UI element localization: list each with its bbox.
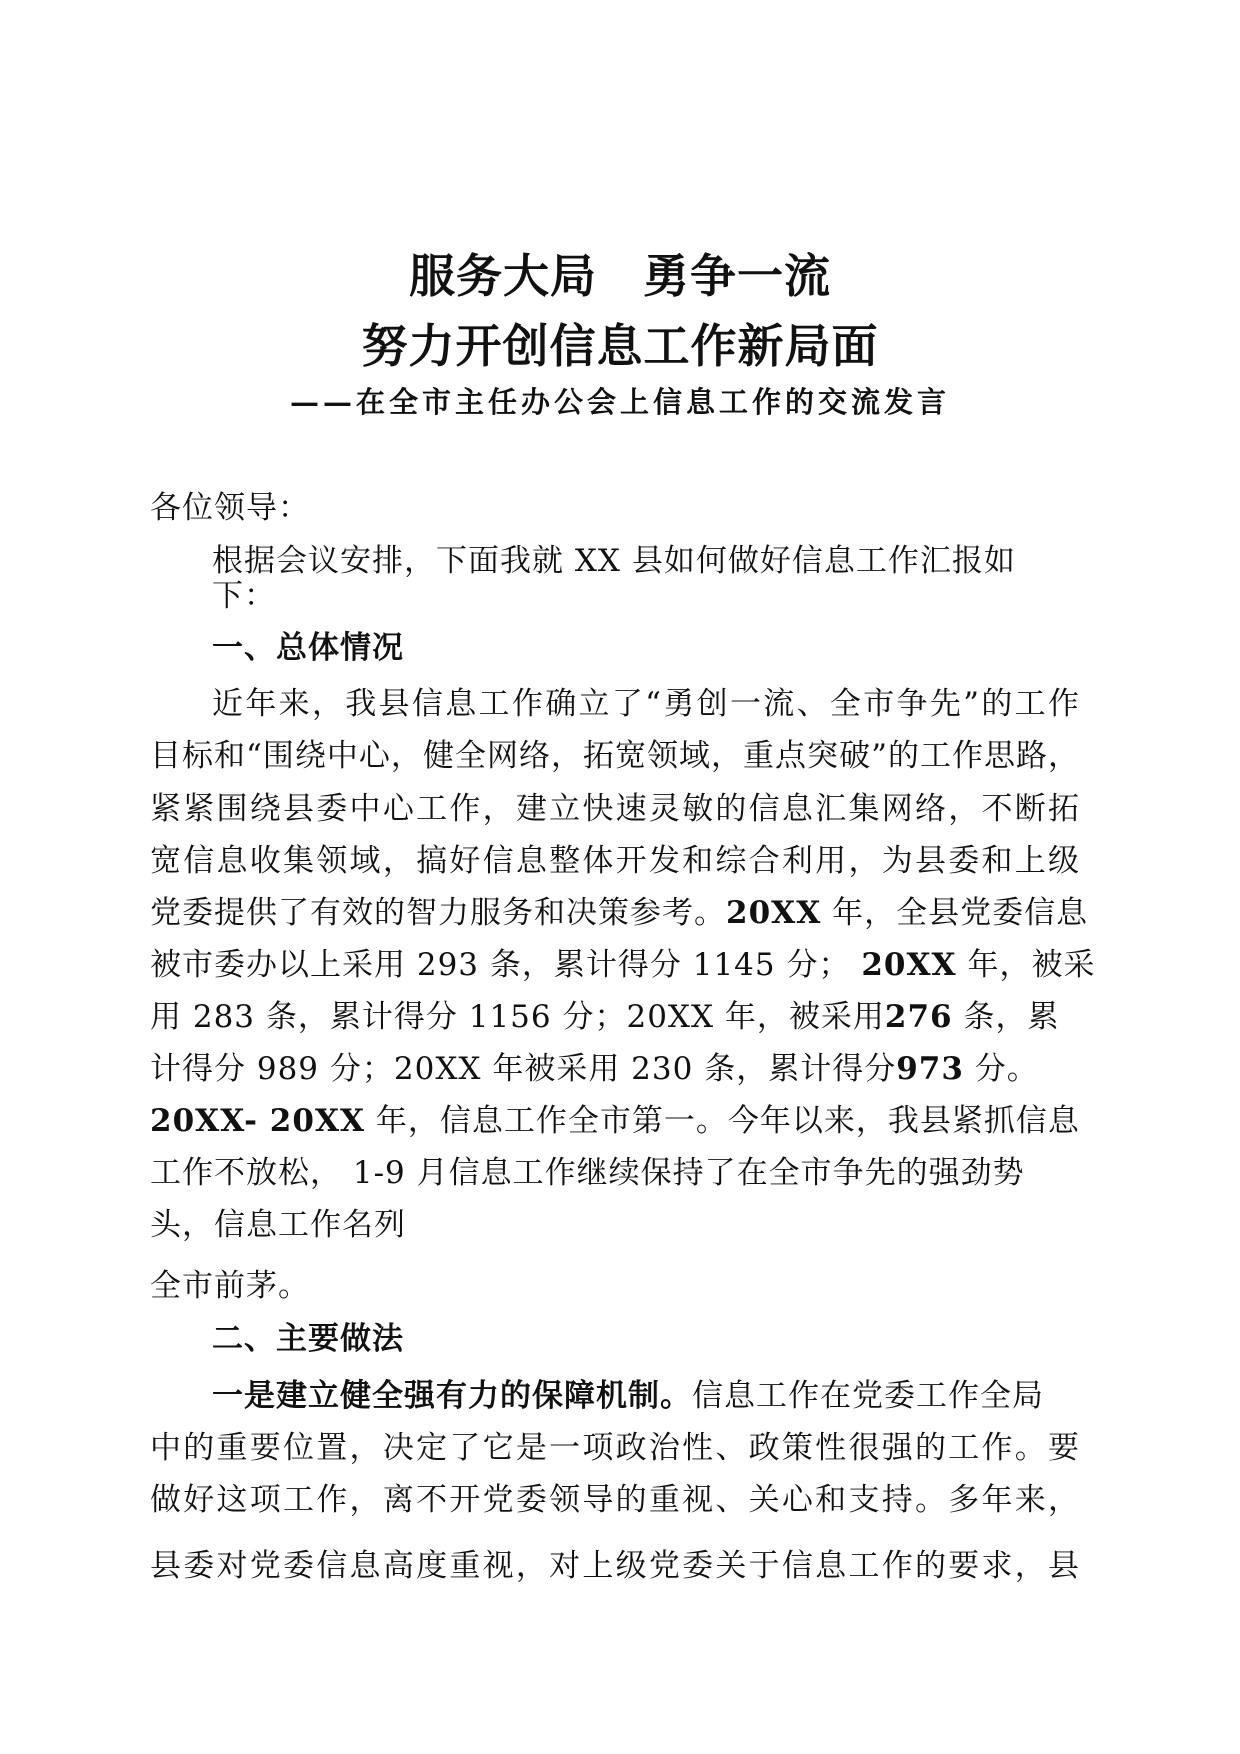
paragraph-line: 计得分 989 分；20XX 年被采用 230 条，累计得分973 分。 [150, 1051, 1039, 1087]
paragraph-line: 党委提供了有效的智力服务和决策参考。20XX 年，全县党委信息 [150, 895, 1089, 931]
paragraph-line: 目标和“围绕中心，健全网络，拓宽领域，重点突破”的工作思路， [150, 738, 1080, 774]
title-part1: 服务大局 [409, 249, 597, 303]
paragraph-line: 做好这项工作，离不开党委领导的重视、关心和支持。多年来， [150, 1482, 1080, 1518]
lead-phrase: 一是建立健全强有力的保障机制。 [212, 1378, 692, 1414]
intro-line-1: 根据会议安排，下面我就 XX 县如何做好信息工作汇报如 [212, 543, 1016, 579]
paragraph-line: 宽信息收集领域，搞好信息整体开发和综合利用，为县委和上级 [150, 843, 1080, 879]
paragraph-line: 一是建立健全强有力的保障机制。信息工作在党委工作全局 [212, 1378, 1044, 1414]
paragraph-line: 20XX- 20XX 年，信息工作全市第一。今年以来，我县紧抓信息 [150, 1103, 1080, 1139]
section-heading-overview: 一、总体情况 [212, 630, 404, 666]
paragraph-line: 县委对党委信息高度重视，对上级党委关于信息工作的要求，县 [150, 1548, 1080, 1584]
paragraph-line: 头，信息工作名列 [150, 1207, 406, 1243]
paragraph-line: 工作不放松， 1-9 月信息工作继续保持了在全市争先的强劲势 [150, 1155, 1025, 1191]
document-title-line2: 努力开创信息工作新局面 [361, 319, 879, 373]
paragraph-line: 近年来，我县信息工作确立了“勇创一流、全市争先”的工作 [212, 686, 1080, 722]
paragraph-line: 中的重要位置，决定了它是一项政治性、政策性很强的工作。要 [150, 1430, 1080, 1466]
salutation: 各位领导： [150, 490, 310, 526]
document-subtitle: ——在全市主任办公会上信息工作的交流发言 [289, 385, 950, 419]
paragraph-line: 被市委办以上采用 293 条，累计得分 1145 分； 20XX 年，被采 [150, 947, 1096, 983]
intro-line-2: 下： [212, 578, 276, 614]
paragraph-line: 紧紧围绕县委中心工作，建立快速灵敏的信息汇集网络，不断拓 [150, 791, 1080, 827]
section-heading-practices: 二、主要做法 [212, 1321, 404, 1357]
paragraph-line: 用 283 条，累计得分 1156 分；20XX 年，被采用276 条，累 [150, 999, 1060, 1035]
document-title-line1 [0, 240, 1240, 306]
title-part2: 勇争一流 [643, 249, 831, 303]
paragraph-line: 全市前茅。 [150, 1268, 310, 1304]
